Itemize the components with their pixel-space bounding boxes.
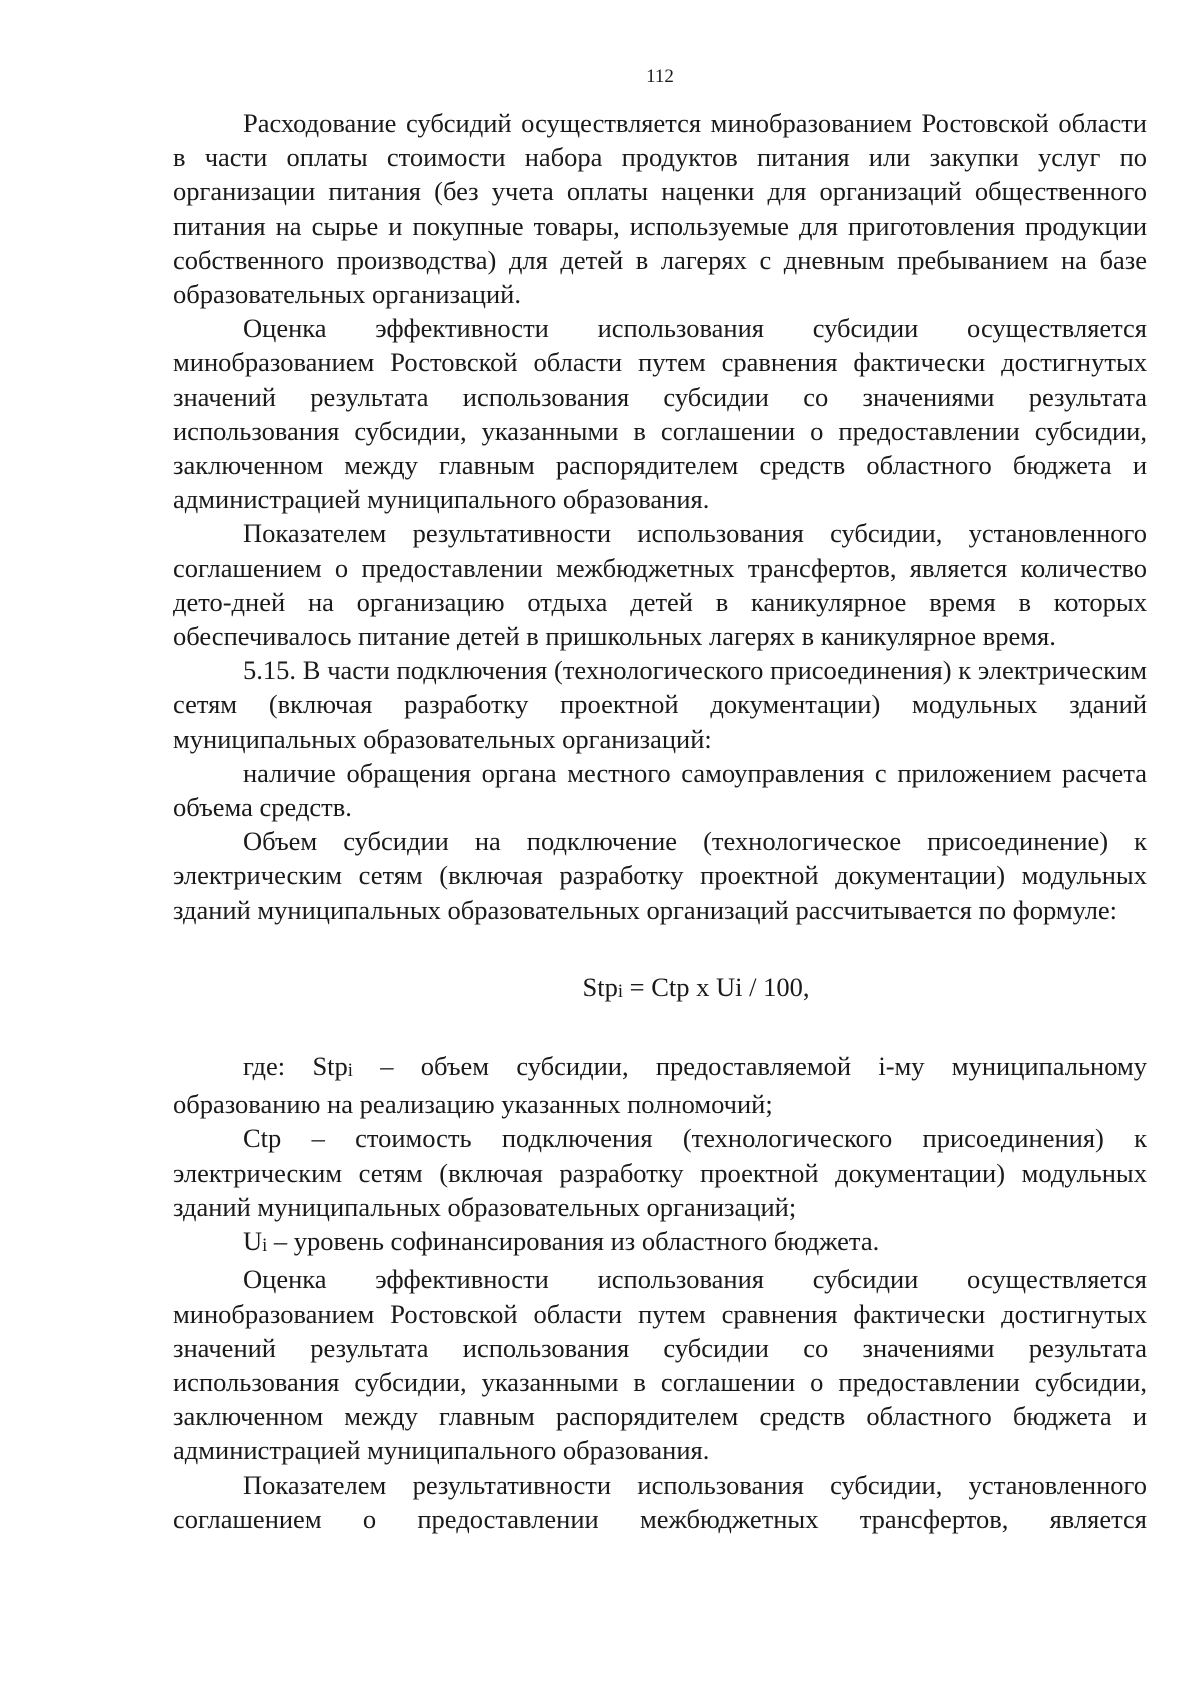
paragraph-efficiency-evaluation-2: Оценка эффективности использования субсидии осуществляется минобразованием Ростовской области путем сравнения фактически достигнутых значений результата использования субсидии со значениями результата использования субсидии, указанными в соглашении о предоставлении субсидии, заключенном между главным распорядителем средств областного бюджета и администрацией муниципального образования. [173,1264,1147,1466]
definition-u-subscript: i [262,1235,268,1257]
definition-ctp-text: стоимость подключения (технологического присоединения) к электрическим сетям (включая разработку проектной документации) модульных зданий муниципальных образовательных организаций; [173,1123,1147,1222]
definition-ctp-symbol: Ctp [243,1123,282,1154]
page-number: 112 [646,66,674,87]
paragraph-performance-indicator-2: Показателем результативности использования субсидии, установленного соглашением о предоставлении межбюджетных трансфертов, является [173,1469,1147,1534]
definition-u [173,1224,1147,1262]
definition-stp-text: объем субсидии, предоставляемой i-му муниципальному образованию на реализацию указанных полномочий; [173,1051,1147,1120]
definition-stp-symbol: Stp [312,1051,348,1082]
definition-stp [173,1049,1147,1121]
paragraph-request-requirement: наличие обращения органа местного самоуправления с приложением расчета объема средств. [173,757,1147,823]
paragraph-section-5-15: 5.15. В части подключения (технологического присоединения) к электрическим сетям (включая разработку проектной документации) модульных зданий муниципальных образовательных организаций: [173,655,1147,754]
paragraph-subsidy-spending: Расходование субсидий осуществляется минобразованием Ростовской области в части оплаты стоимости набора продуктов питания или закупки услуг по организации питания (без учета оплаты наценки для организаций общественного питания на сырье и покупные товары, используемые для приготовления продукции собственного производства) для детей в лагерях с дневным пребыванием на базе образовательных организаций. [173,108,1147,310]
definition-dash: – [267,1226,294,1257]
formula-lhs: Stp [582,971,618,1002]
definition-ctp [173,1121,1147,1224]
paragraph-efficiency-evaluation: Оценка эффективности использования субсидии осуществляется минобразованием Ростовской области путем сравнения фактически достигнутых значений результата использования субсидии со значениями результата использования субсидии, указанными в соглашении о предоставлении субсидии, заключенном между главным распорядителем средств областного бюджета и администрацией муниципального образования. [173,313,1147,515]
definition-dash: – [281,1123,356,1154]
definition-u-symbol: U [243,1226,263,1257]
formula-lhs-subscript: i [617,980,624,1002]
definition-where: где: [243,1051,313,1082]
paragraph-subsidy-volume: Объем субсидии на подключение (технологическое присоединение) к электрическим сетям (включая разработку проектной документации) модульных зданий муниципальных образовательных организаций рассчитывается по формуле: [173,826,1147,925]
definition-stp-subscript: i [347,1060,353,1082]
formula [209,927,1183,1049]
definition-dash: – [352,1051,421,1082]
paragraph-performance-indicator: Показателем результативности использования субсидии, установленного соглашением о предоставлении межбюджетных трансфертов, является количество дето-дней на организацию отдыха детей в каникулярное время в которых обеспечивалось питание детей в пришкольных лагерях в каникулярное время. [173,518,1147,652]
document-body [173,106,1147,1536]
formula-rhs: = Ctp x Ui / 100, [623,971,810,1002]
definition-u-text: уровень софинансирования из областного бюджета. [293,1226,880,1257]
